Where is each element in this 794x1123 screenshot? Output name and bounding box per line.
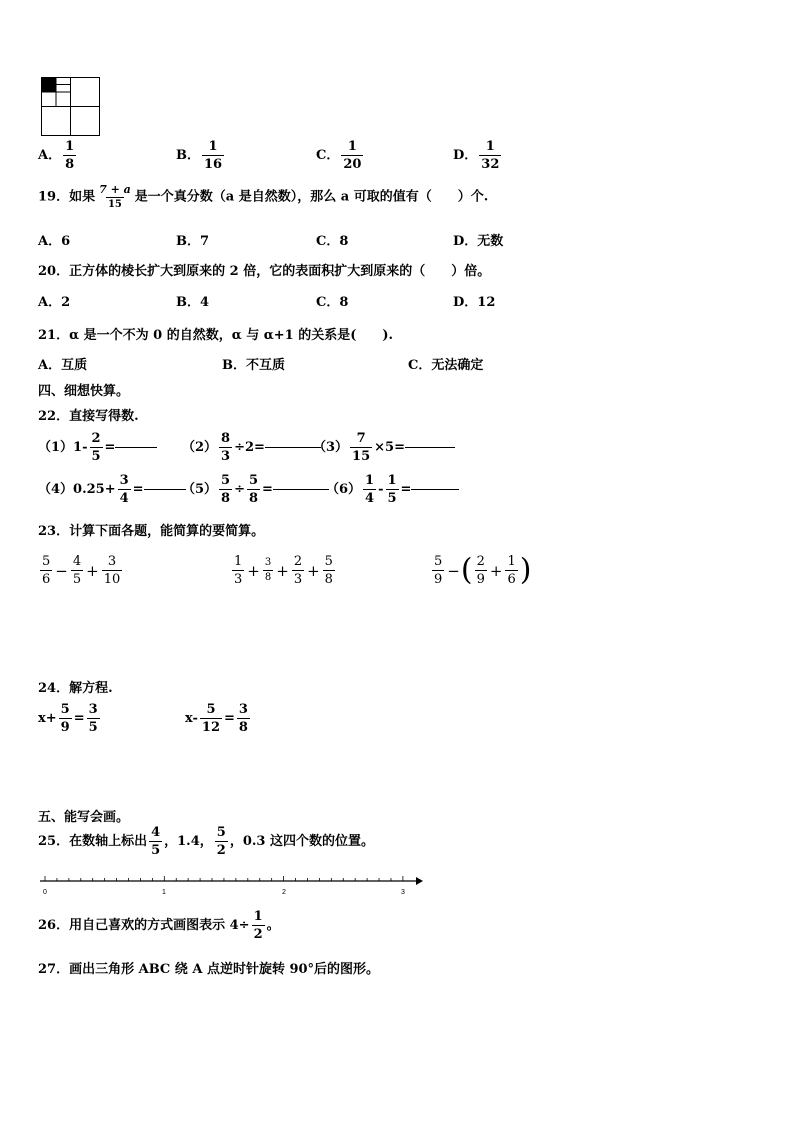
q18-option-c[interactable] [316, 140, 365, 171]
fraction: $\frac{3}{8}$ [238, 702, 248, 735]
fraction: $\frac{1}{5}$ [387, 473, 397, 506]
q24-equation-2: x- $\frac{5}{12}$ = $\frac{3}{8}$ [185, 702, 248, 735]
q24-equation-1: x+ $\frac{5}{9}$ = $\frac{3}{5}$ [38, 702, 98, 735]
q20-option-a[interactable]: A．2 [38, 295, 71, 310]
q20-option-d[interactable]: D．12 [453, 295, 496, 310]
q22-title: 22．直接写得数. [38, 409, 139, 424]
fraction: $\frac{1}{4}$ [365, 473, 375, 506]
answer-blank[interactable] [144, 489, 186, 490]
q20-option-c[interactable]: C．8 [316, 295, 349, 310]
fraction: $\frac{3}{8}$ [264, 557, 272, 583]
q24-title: 24．解方程. [38, 681, 113, 696]
q20-option-b[interactable]: B．4 [176, 295, 210, 310]
fraction: $\frac{1}{8}$ [65, 139, 75, 172]
q23-expression-2: $\frac{1}{3}$ + $\frac{3}{8}$ + $\frac{2}{3}$ + $\frac{5}{8}$ [234, 554, 333, 587]
q23-expression-1: $\frac{5}{6}$ − $\frac{4}{5}$ + $\frac{3}{10}$ [42, 554, 121, 587]
q18-option-b[interactable] [176, 140, 226, 171]
fraction: $\frac{1}{16}$ [204, 139, 223, 172]
fraction: $\frac{7}{15}$ [352, 431, 371, 464]
q23-expression-3: $\frac{5}{9}$ −( $\frac{2}{9}$ + $\frac{1}{6}$ ) [434, 552, 532, 588]
fraction: $\frac{5}{9}$ [434, 554, 443, 587]
answer-blank[interactable] [411, 489, 459, 490]
option-label: C． [316, 148, 340, 163]
fraction: $\frac{7 + a}{15}$ [99, 183, 131, 210]
q25-question: 25．在数轴上标出 $\frac{4}{5}$ ，1.4， $\frac{5}{2}$ ，0.3 这四个数的位置。 [38, 825, 374, 858]
tick-label-1: 1 [162, 889, 166, 896]
number-line[interactable] [38, 872, 423, 898]
fraction: $\frac{2}{3}$ [293, 554, 303, 587]
q20-question: 20．正方体的棱长扩大到原来的 2 倍，它的表面积扩大到原来的（ ）倍。 [38, 264, 491, 279]
q18-option-d[interactable] [453, 140, 503, 171]
fraction: $\frac{5}{8}$ [249, 473, 259, 506]
square-division-figure [41, 77, 101, 137]
option-label: D． [453, 148, 478, 163]
q19-option-a[interactable]: A．6 [38, 234, 71, 249]
section-5-heading: 五、能写会画。 [38, 810, 130, 825]
fraction: $\frac{3}{4}$ [119, 473, 129, 506]
fraction: $\frac{5}{12}$ [201, 702, 221, 735]
q21-option-c[interactable]: C．无法确定 [408, 358, 484, 373]
option-label: A． [38, 148, 62, 163]
q22-item-4: （4）0.25+ $\frac{3}{4}$ = [38, 474, 186, 505]
fraction: $\frac{5}{9}$ [60, 702, 70, 735]
tick-label-3: 3 [401, 889, 405, 896]
fraction: $\frac{1}{6}$ [507, 554, 516, 587]
q27-question: 27．画出三角形 ABC 绕 A 点逆时针旋转 90°后的图形。 [38, 962, 380, 977]
q19-question: 19．如果 $\frac{7 + a}{15}$ 是一个真分数（a 是自然数），那么 a 可取的值有（ ）个. [38, 183, 489, 210]
fraction: $\frac{8}{3}$ [221, 431, 231, 464]
fraction: $\frac{3}{5}$ [88, 702, 98, 735]
fraction: $\frac{1}{20}$ [343, 139, 362, 172]
fraction: $\frac{5}{2}$ [216, 825, 226, 858]
fraction: $\frac{2}{5}$ [91, 431, 101, 464]
q19-option-d[interactable]: D．无数 [453, 234, 504, 249]
section-4-heading: 四、细想快算。 [38, 384, 130, 399]
q21-option-a[interactable]: A．互质 [38, 358, 88, 373]
answer-blank[interactable] [405, 447, 455, 448]
tick-label-2: 2 [282, 889, 286, 896]
q19-option-c[interactable]: C．8 [316, 234, 349, 249]
fraction: $\frac{5}{6}$ [42, 554, 51, 587]
answer-blank[interactable] [115, 447, 157, 448]
q22-item-5: （5） $\frac{5}{8}$ ÷ $\frac{5}{8}$ = [182, 474, 329, 505]
q19-option-b[interactable]: B．7 [176, 234, 210, 249]
q23-title: 23．计算下面各题，能简算的要简算。 [38, 524, 265, 539]
fraction: $\frac{4}{5}$ [151, 825, 161, 858]
q21-question: 21．α 是一个不为 0 的自然数，α 与 α+1 的关系是( ). [38, 328, 394, 343]
q26-question: 26．用自己喜欢的方式画图表示 4÷ $\frac{1}{2}$ 。 [38, 909, 280, 942]
fraction: $\frac{1}{3}$ [234, 554, 243, 587]
fraction: $\frac{2}{9}$ [476, 554, 485, 587]
fraction: $\frac{4}{5}$ [72, 554, 82, 587]
q22-item-1: （1）1- $\frac{2}{5}$ = [38, 432, 157, 463]
q22-item-3: （3） $\frac{7}{15}$ ×5= [313, 432, 455, 463]
q22-item-2: （2） $\frac{8}{3}$ ÷2= [182, 432, 321, 463]
fraction: $\frac{1}{2}$ [253, 909, 263, 942]
fraction: $\frac{5}{8}$ [324, 554, 333, 587]
fraction: $\frac{3}{10}$ [103, 554, 121, 587]
tick-label-0: 0 [43, 889, 47, 896]
fraction: $\frac{1}{32}$ [481, 139, 500, 172]
answer-blank[interactable] [273, 489, 329, 490]
fraction: $\frac{5}{8}$ [221, 473, 231, 506]
q18-option-a[interactable] [38, 140, 78, 171]
option-label: B． [176, 148, 200, 163]
q22-item-6: （6） $\frac{1}{4}$ - $\frac{1}{5}$ = [326, 474, 459, 505]
q21-option-b[interactable]: B．不互质 [222, 358, 285, 373]
